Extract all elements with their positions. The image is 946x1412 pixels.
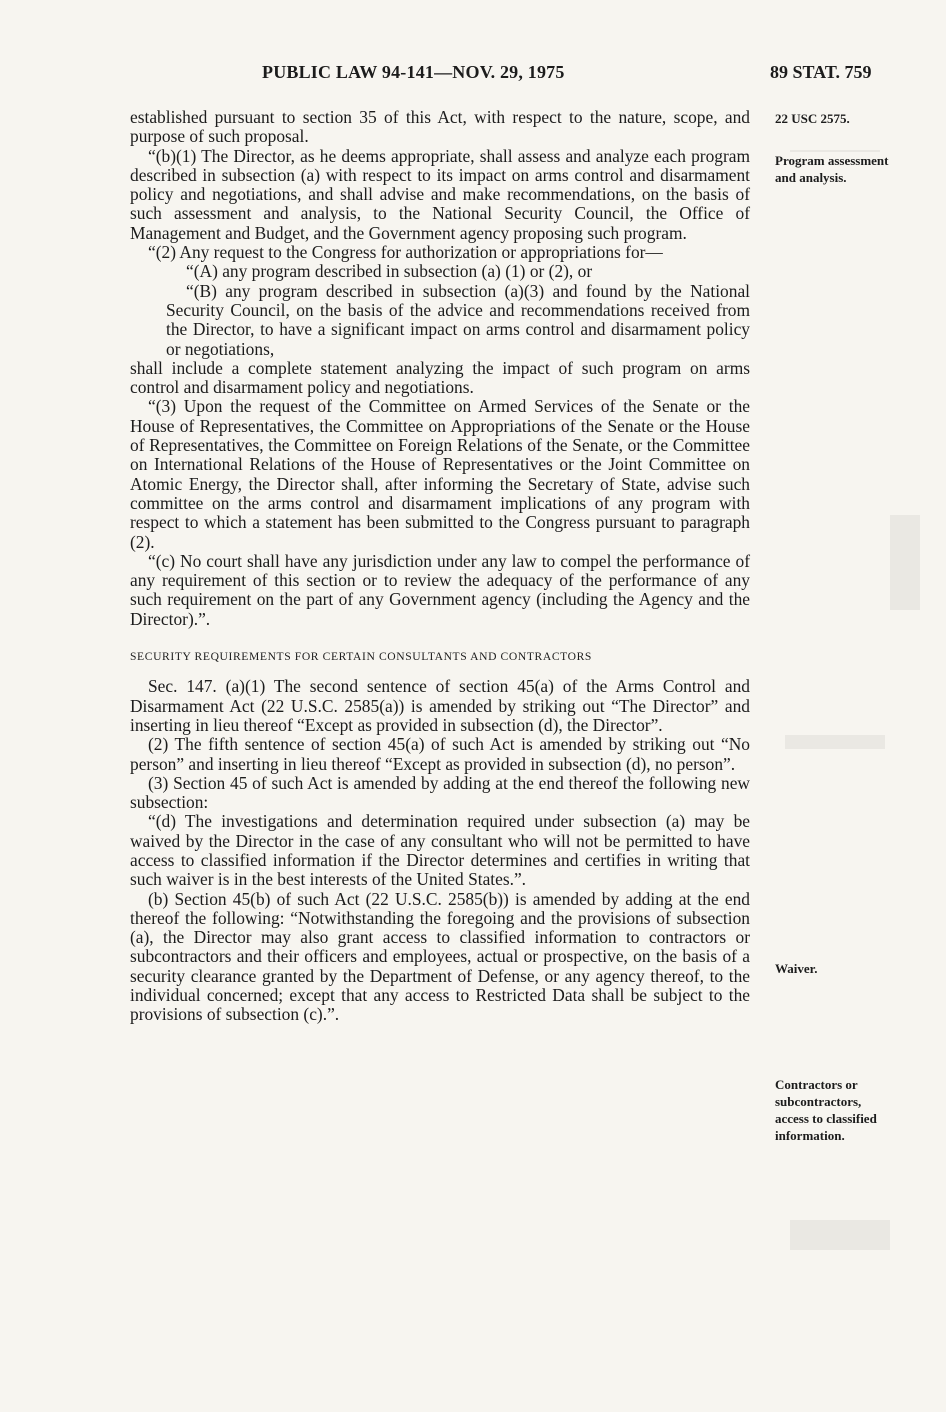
section-147-a2: (2) The fifth sentence of section 45(a) of such Act is amended by striking out “No person” and inserting in lieu thereof “Except as provided in subsection (d), no person”. bbox=[130, 734, 750, 774]
section-147-b: (b) Section 45(b) of such Act (22 U.S.C. 2585(b)) is amended by adding at the end thereof the following: “Notwithstanding the foregoing and the provisions of subsection (a), the Director may also grant access to classified information to contractors or subcontractors and their officers and employees, actual or prospective, on the basis of a security clearance granted by the Department of Defense, or any agency thereof, to the individual concerned; except that any access to Restricted Data shall be subject to the provisions of subsection (c).”. bbox=[130, 888, 750, 1025]
bleed-through-mark bbox=[790, 1220, 890, 1250]
subsection-d: “(d) The investigations and determination required under subsection (a) may be waived by the Director in the case of any consultant who will not be permitted to have access to classified information if the Director determines and certifies in writing that such waiver is in the best interests of the United States.”. bbox=[130, 811, 750, 890]
paragraph-2-conclusion: shall include a complete statement analyzing the impact of such program on arms control and disarmament policy and negotiations. bbox=[130, 357, 750, 398]
statute-body bbox=[130, 108, 750, 1025]
clause-A: “(A) any program described in subsection (a) (1) or (2), or bbox=[186, 261, 593, 282]
clause-B: “(B) any program described in subsection (a)(3) and found by the National Security Council, on the basis of the advice and recommendations received from the Director, to have a significant impact on arms control and disarmament policy or negotiations, bbox=[166, 280, 750, 359]
bleed-through-mark bbox=[790, 515, 920, 610]
paragraph-c: “(c) No court shall have any jurisdiction under any law to compel the performance of any requirement of this section or to review the adequacy of the performance of any such requirement on the part of any Government agency (including the Agency and the Director).”. bbox=[130, 550, 750, 629]
bleed-through-mark bbox=[785, 735, 885, 749]
section-147-a3: (3) Section 45 of such Act is amended by adding at the end thereof the following new subsection: bbox=[130, 772, 750, 813]
margin-note-waiver: Waiver. bbox=[775, 961, 818, 976]
margin-note-usc: 22 USC 2575. bbox=[775, 111, 850, 126]
section-147-a1: Sec. 147. (a)(1) The second sentence of section 45(a) of the Arms Control and Disarmament Act (22 U.S.C. 2585(a)) is amended by striking out “The Director” and inserting in lieu thereof “Except as provided in subsection (d), the Director”. bbox=[130, 676, 750, 735]
margin-note-contractors: Contractors or subcontractors, access to classified information. bbox=[775, 1077, 877, 1143]
section-heading: SECURITY REQUIREMENTS FOR CERTAIN CONSULTANTS AND CONTRACTORS bbox=[130, 650, 592, 664]
statute-page-number: 89 STAT. 759 bbox=[770, 62, 872, 82]
running-header-title: PUBLIC LAW 94-141—NOV. 29, 1975 bbox=[262, 62, 565, 82]
paragraph-continuation: established pursuant to section 35 of this Act, with respect to the nature, scope, and purpose of such proposal. bbox=[130, 107, 750, 147]
paragraph-b1: “(b)(1) The Director, as he deems appropriate, shall assess and analyze each program described in subsection (a) with respect to its impact on arms control and disarmament policy and negotiations, and shall advise and make recommendations, on the basis of such assessment and analysis, to the National Security Council, the Office of Management and Budget, and the Government agency proposing such program. bbox=[130, 145, 750, 243]
margin-note-program-assessment: Program assessment and analysis. bbox=[775, 153, 889, 185]
paragraph-3: “(3) Upon the request of the Committee on Armed Services of the Senate or the House of Representatives, the Committee on Appropriations of the Senate or the House of Representatives, the Committee on Foreign Relations of the Senate, or the Committee on International Relations of the House of Representatives or the Joint Committee on Atomic Energy, the Director shall, after informing the Secretary of State, advise such committee on the arms control and disarmament implications of any program with respect to which a statement has been submitted to the Congress pursuant to paragraph (2). bbox=[130, 396, 750, 552]
paragraph-2: “(2) Any request to the Congress for authorization or appropriations for— bbox=[148, 242, 663, 263]
